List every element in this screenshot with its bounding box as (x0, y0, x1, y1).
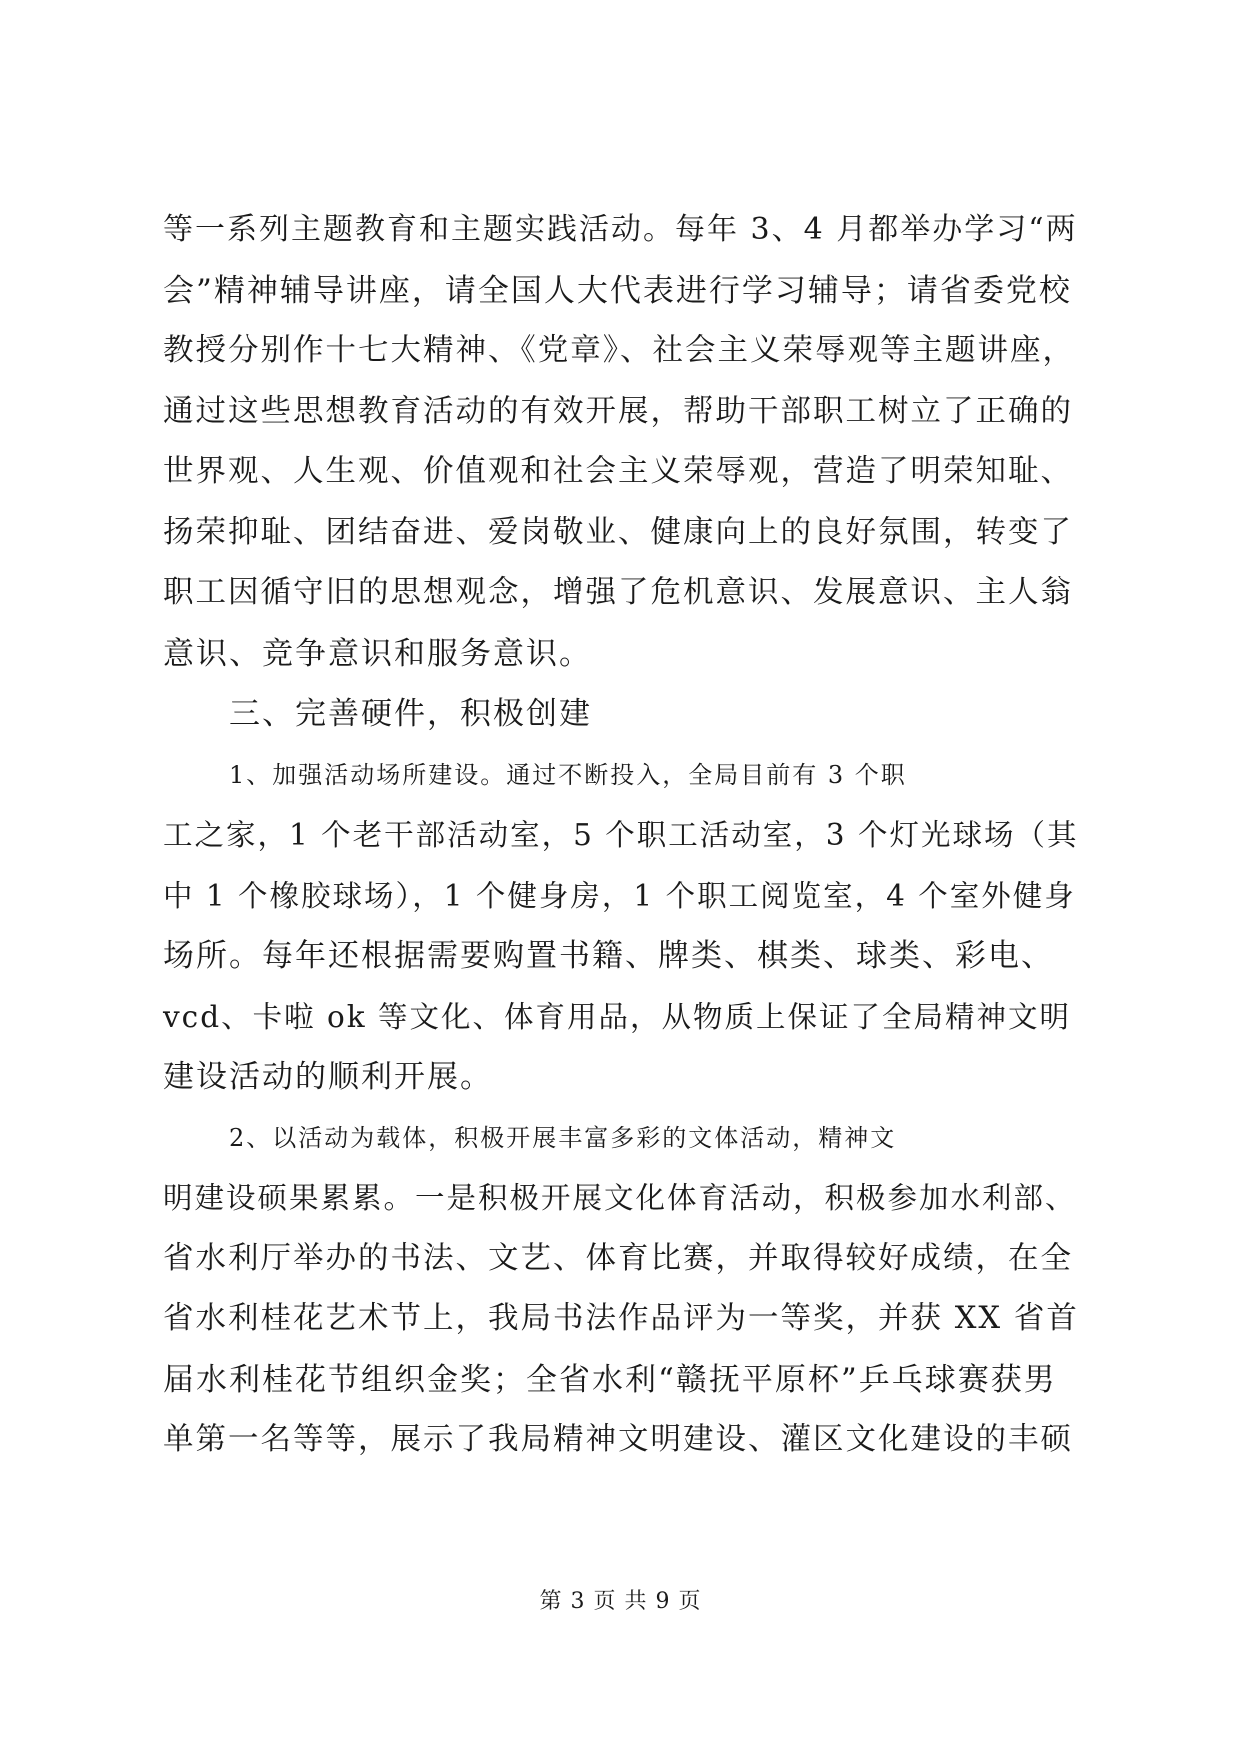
text-line: 省水利桂花艺术节上，我局书法作品评为一等奖，并获 XX 省首 (163, 1301, 1079, 1336)
text-line: 教授分别作十七大精神、《党章》、社会主义荣辱观等主题讲座， (163, 333, 1075, 368)
text-line: 场所。每年还根据需要购置书籍、牌类、棋类、球类、彩电、 (163, 938, 1054, 974)
text-line: 等一系列主题教育和主题实践活动。每年 3、4 月都举办学习“两 (163, 212, 1078, 247)
text-line: 通过这些思想教育活动的有效开展，帮助干部职工树立了正确的 (163, 393, 1073, 429)
text-line: 1、加强活动场所建设。通过不断投入，全局目前有 3 个职 (229, 760, 907, 789)
text-line: 2、以活动为载体，积极开展丰富多彩的文体活动，精神文 (229, 1123, 897, 1152)
paragraph-2 (163, 745, 1083, 1108)
text-line: 届水利桂花节组织金奖；全省水利“赣抚平原杯”乒乓球赛获男 (163, 1361, 1057, 1398)
document-body (163, 200, 1083, 1471)
page-number-footer: 第 3 页 共 9 页 (539, 1589, 702, 1614)
paragraph-3 (163, 1108, 1083, 1471)
paragraph-1 (163, 200, 1083, 684)
text-line: 建设活动的顺利开展。 (163, 1059, 493, 1095)
text-line: 会”精神辅导讲座，请全国人大代表进行学习辅导；请省委党校 (163, 272, 1072, 309)
text-line: 工之家，1 个老干部活动室，5 个职工活动室，3 个灯光球场（其 (163, 818, 1079, 852)
text-line: 中 1 个橡胶球场），1 个健身房，1 个职工阅览室，4 个室外健身 (163, 878, 1076, 913)
text-line: 扬荣抑耻、团结奋进、爱岗敬业、健康向上的良好氛围，转变了 (163, 514, 1073, 550)
section-heading (163, 684, 1083, 745)
text-line: 职工因循守旧的思想观念，增强了危机意识、发展意识、主人翁 (163, 575, 1073, 610)
text-line: 世界观、人生观、价值观和社会主义荣辱观，营造了明荣知耻、 (163, 454, 1073, 489)
text-line: 意识、竞争意识和服务意识。 (163, 635, 592, 672)
text-line: 单第一名等等，展示了我局精神文明建设、灌区文化建设的丰硕 (163, 1422, 1073, 1457)
text-line: 省水利厅举办的书法、文艺、体育比赛，并取得较好成绩，在全 (163, 1240, 1073, 1276)
heading-text: 三、完善硬件，积极创建 (229, 696, 592, 732)
text-line: 明建设硕果累累。一是积极开展文化体育活动，积极参加水利部、 (163, 1181, 1077, 1215)
text-line: vcd、卡啦 ok 等文化、体育用品，从物质上保证了全局精神文明 (163, 999, 1071, 1034)
